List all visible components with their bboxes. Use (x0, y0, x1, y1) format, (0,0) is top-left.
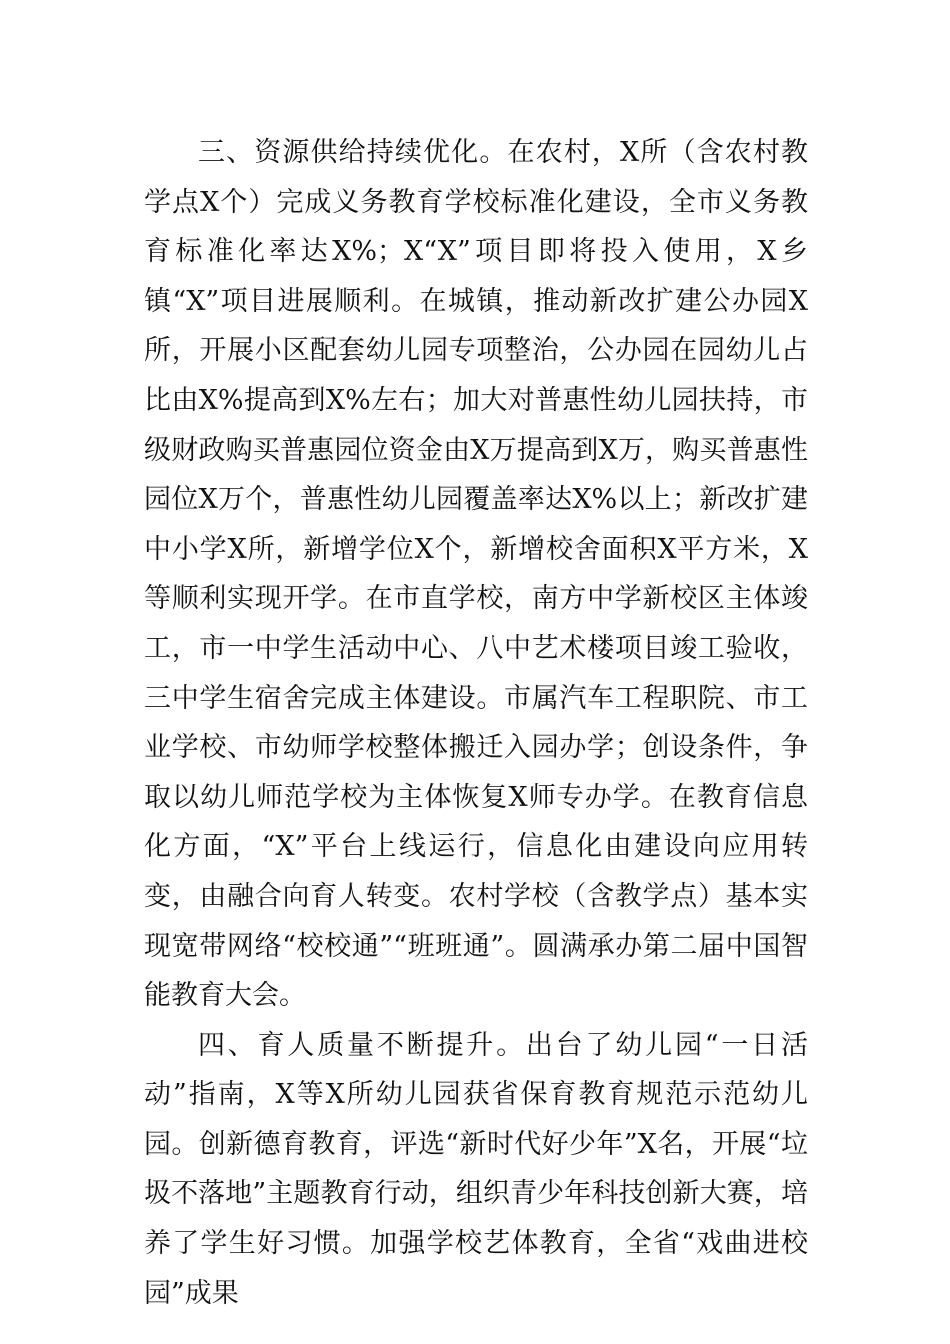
paragraph-education-quality: 四、育人质量不断提升。出台了幼儿园“一日活动”指南，X等X所幼儿园获省保育教育规范示范幼儿园。创新德育教育，评选“新时代好少年”X名，开展“垃圾不落地”主题教育行动，组织青少年科技创新大赛，培养了学生好习惯。加强学校艺体教育，全省“戏曲进校园”成果 (144, 1029, 808, 1309)
paragraph-resource-supply: 三、资源供给持续优化。在农村，X所（含农村教学点X个）完成义务教育学校标准化建设，全市义务教育标准化率达X%；X“X”项目即将投入使用，X乡镇“X”项目进展顺利。在城镇，推动新改扩建公办园X所，开展小区配套幼儿园专项整治，公办园在园幼儿占比由X%提高到X%左右；加大对普惠性幼儿园扶持，市级财政购买普惠园位资金由X万提高到X万，购买普惠性园位X万个，普惠性幼儿园覆盖率达X%以上；新改扩建中小学X所，新增学位X个，新增校舍面积X平方米，X等顺利实现开学。在市直学校，南方中学新校区主体竣工，市一中学生活动中心、八中艺术楼项目竣工验收，三中学生宿舍完成主体建设。市属汽车工程职院、市工业学校、市幼师学校整体搬迁入园办学；创设条件，争取以幼儿师范学校为主体恢复X师专办学。在教育信息化方面，“X”平台上线运行，信息化由建设向应用转变，由融合向育人转变。农村学校（含教学点）基本实现宽带网络“校校通”“班班通”。圆满承办第二届中国智能教育大会。 (144, 137, 808, 1012)
document-body (144, 128, 808, 1318)
